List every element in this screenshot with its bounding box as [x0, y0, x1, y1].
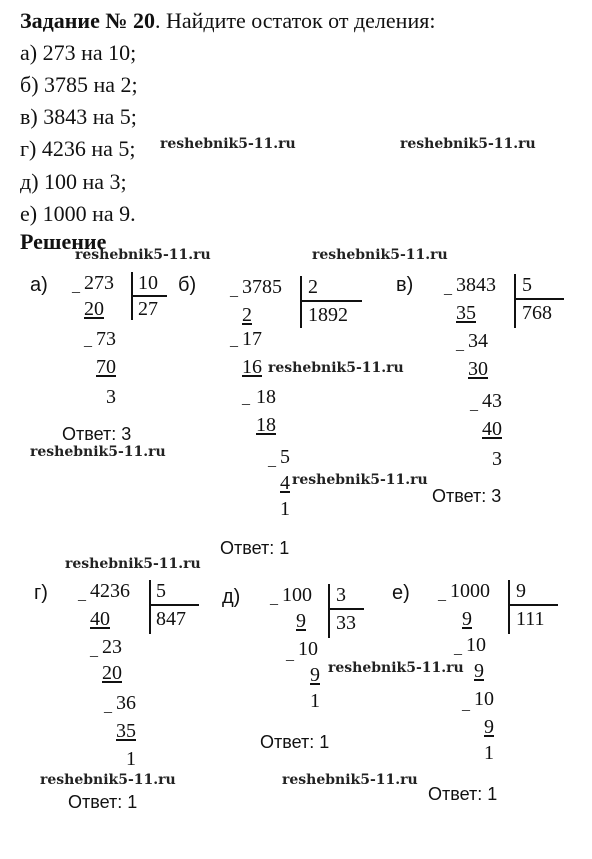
divisor: 3: [336, 584, 346, 606]
quotient-line: [508, 604, 558, 606]
dividend: 4236: [90, 580, 130, 602]
answer: Ответ: 1: [68, 792, 138, 812]
step: 17: [242, 328, 262, 350]
division-label: е): [392, 582, 410, 604]
step: 35: [456, 302, 476, 324]
division-label: а): [30, 274, 48, 296]
quotient: 847: [156, 608, 186, 630]
step: 2: [242, 304, 252, 326]
minus-sign: _: [438, 586, 446, 603]
step: 10: [466, 634, 486, 656]
task-title: Задание № 20: [20, 8, 155, 33]
division-label: б): [178, 274, 197, 296]
quotient: 27: [138, 298, 158, 320]
task-item-g: г) 4236 на 5;: [20, 136, 136, 161]
watermark: reshebnik5-11.ru: [75, 247, 211, 263]
step: 40: [482, 418, 502, 440]
quotient-line: [328, 608, 364, 610]
solution-heading: Решение: [20, 229, 107, 254]
step: 20: [102, 662, 122, 684]
step: 1: [126, 748, 136, 770]
quotient-line: [131, 295, 167, 297]
step: 1: [484, 742, 494, 764]
task-item-e: е) 1000 на 9.: [20, 201, 136, 226]
divisor: 2: [308, 276, 318, 298]
watermark: reshebnik5-11.ru: [30, 444, 166, 460]
task-heading: [20, 8, 435, 34]
step: 18: [256, 386, 276, 408]
step: 1: [280, 498, 290, 520]
dividend: 1000: [450, 580, 490, 602]
answer: Ответ: 3: [432, 486, 502, 506]
watermark: reshebnik5-11.ru: [40, 772, 176, 788]
step: 9: [462, 608, 472, 630]
divisor: 5: [156, 580, 166, 602]
step: 40: [90, 608, 110, 630]
watermark: reshebnik5-11.ru: [160, 136, 296, 152]
division-label: д): [222, 586, 241, 608]
divisor: 9: [516, 580, 526, 602]
minus-sign: _: [286, 646, 294, 663]
division-label: г): [34, 582, 48, 604]
step: 23: [102, 636, 122, 658]
step: 20: [84, 298, 104, 320]
minus-sign: _: [230, 282, 238, 299]
step: 73: [96, 328, 116, 350]
step: 3: [492, 448, 502, 470]
task-item-b: б) 3785 на 2;: [20, 72, 138, 97]
step: 9: [474, 660, 484, 682]
watermark: reshebnik5-11.ru: [282, 772, 418, 788]
minus-sign: _: [242, 390, 250, 407]
quotient-line: [514, 298, 564, 300]
minus-sign: _: [104, 698, 112, 715]
division-bar: [508, 580, 510, 634]
task-item-a: а) 273 на 10;: [20, 40, 137, 65]
minus-sign: _: [268, 452, 276, 469]
step: 36: [116, 692, 136, 714]
quotient-line: [300, 300, 362, 302]
step: 34: [468, 330, 488, 352]
answer: Ответ: 1: [428, 784, 498, 804]
minus-sign: _: [90, 642, 98, 659]
dividend: 3843: [456, 274, 496, 296]
dividend: 3785: [242, 276, 282, 298]
watermark: reshebnik5-11.ru: [292, 472, 428, 488]
step: 18: [256, 414, 276, 436]
step: 9: [296, 610, 306, 632]
watermark: reshebnik5-11.ru: [328, 660, 464, 676]
division-label: в): [396, 274, 414, 296]
division-bar: [514, 274, 516, 328]
division-bar: [149, 580, 151, 634]
quotient: 1892: [308, 304, 348, 326]
dividend: 273: [84, 272, 114, 294]
task-prompt: . Найдите остаток от деления:: [154, 8, 436, 33]
minus-sign: _: [270, 590, 278, 607]
minus-sign: _: [456, 336, 464, 353]
watermark: reshebnik5-11.ru: [312, 247, 448, 263]
step: 9: [310, 664, 320, 686]
minus-sign: _: [470, 396, 478, 413]
step: 16: [242, 356, 262, 378]
answer: Ответ: 1: [220, 538, 290, 558]
minus-sign: _: [462, 696, 470, 713]
step: 3: [106, 386, 116, 408]
step: 4: [280, 472, 290, 494]
division-bar: [328, 584, 330, 638]
quotient-line: [149, 604, 199, 606]
minus-sign: _: [78, 586, 86, 603]
task-item-d: д) 100 на 3;: [20, 169, 127, 194]
step: 1: [310, 690, 320, 712]
quotient: 111: [516, 608, 545, 630]
minus-sign: _: [72, 278, 80, 295]
step: 70: [96, 356, 116, 378]
step: 43: [482, 390, 502, 412]
minus-sign: _: [84, 332, 92, 349]
step: 10: [474, 688, 494, 710]
step: 30: [468, 358, 488, 380]
step: 35: [116, 720, 136, 742]
minus-sign: _: [230, 332, 238, 349]
answer: Ответ: 1: [260, 732, 330, 752]
step: 9: [484, 716, 494, 738]
quotient: 768: [522, 302, 552, 324]
dividend: 100: [282, 584, 312, 606]
divisor: 5: [522, 274, 532, 296]
quotient: 33: [336, 612, 356, 634]
minus-sign: _: [454, 640, 462, 657]
divisor: 10: [138, 272, 158, 294]
division-bar: [300, 276, 302, 328]
watermark: reshebnik5-11.ru: [400, 136, 536, 152]
step: 10: [298, 638, 318, 660]
watermark: reshebnik5-11.ru: [65, 556, 201, 572]
minus-sign: _: [444, 280, 452, 297]
step: 5: [280, 446, 290, 468]
answer: Ответ: 3: [62, 424, 132, 444]
watermark: reshebnik5-11.ru: [268, 360, 404, 376]
task-item-v: в) 3843 на 5;: [20, 104, 137, 129]
